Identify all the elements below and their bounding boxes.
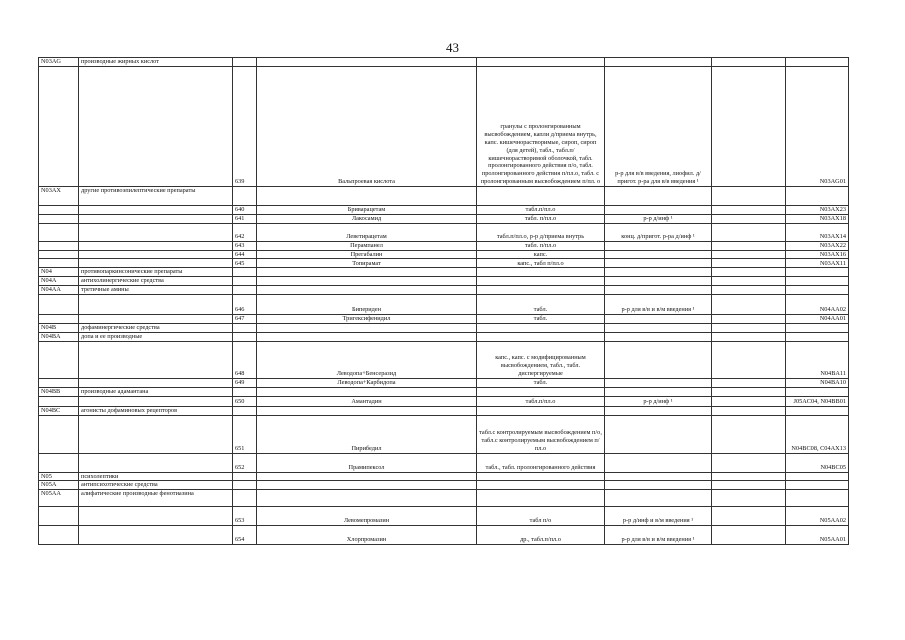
cell-blank xyxy=(712,396,786,406)
cell-atc: N04AA02 xyxy=(786,295,849,315)
cell-grp xyxy=(79,341,233,378)
group-row xyxy=(39,286,849,295)
cell-num: 641 xyxy=(233,214,257,223)
cell-name: Прегабалин xyxy=(257,250,477,259)
cell-grp xyxy=(79,241,233,250)
cell-name xyxy=(257,481,477,490)
cell-code xyxy=(39,415,79,453)
cell-name: Перампанел xyxy=(257,241,477,250)
drug-row xyxy=(39,214,849,223)
cell-grp xyxy=(79,250,233,259)
cell-blank xyxy=(712,214,786,223)
cell-num xyxy=(233,490,257,507)
cell-num xyxy=(233,332,257,341)
cell-form xyxy=(477,187,605,206)
cell-grp xyxy=(79,415,233,453)
cell-atc: N04AA01 xyxy=(786,315,849,324)
cell-form: табл.с контролируемым высвобождением п/о, табл.с контролируемым высвобождением п/пл.о xyxy=(477,415,605,453)
cell-code: N03AG xyxy=(39,58,79,67)
cell-code xyxy=(39,241,79,250)
cell-num xyxy=(233,323,257,332)
cell-code xyxy=(39,507,79,526)
cell-blank xyxy=(712,415,786,453)
cell-code: N05A xyxy=(39,481,79,490)
cell-grp xyxy=(79,378,233,387)
cell-form xyxy=(477,481,605,490)
cell-blank xyxy=(712,295,786,315)
cell-route xyxy=(605,241,712,250)
cell-atc: N03AX18 xyxy=(786,214,849,223)
cell-code xyxy=(39,259,79,268)
cell-num: 646 xyxy=(233,295,257,315)
cell-blank xyxy=(712,277,786,286)
cell-atc xyxy=(786,277,849,286)
group-row xyxy=(39,472,849,481)
table-body xyxy=(39,58,849,545)
cell-num: 654 xyxy=(233,526,257,545)
cell-form: табл.п/пл.о xyxy=(477,396,605,406)
cell-route: р-р д/инф и в/м введения ¹ xyxy=(605,507,712,526)
cell-blank xyxy=(712,268,786,277)
cell-blank xyxy=(712,453,786,472)
cell-grp xyxy=(79,214,233,223)
cell-grp: дофаминергические средства xyxy=(79,323,233,332)
cell-code: N04B xyxy=(39,323,79,332)
cell-blank xyxy=(712,526,786,545)
cell-form xyxy=(477,490,605,507)
cell-blank xyxy=(712,286,786,295)
cell-form: табл.п/пл.о, р-р д/приема внутрь xyxy=(477,223,605,241)
cell-route: р-р для в/в и в/м введения ¹ xyxy=(605,526,712,545)
cell-name xyxy=(257,187,477,206)
cell-form xyxy=(477,58,605,67)
cell-code: N04BA xyxy=(39,332,79,341)
cell-grp: антипсихотические средства xyxy=(79,481,233,490)
cell-route xyxy=(605,259,712,268)
cell-atc: N04BA11 xyxy=(786,341,849,378)
cell-grp xyxy=(79,206,233,215)
drug-row xyxy=(39,295,849,315)
drug-row xyxy=(39,396,849,406)
cell-blank xyxy=(712,472,786,481)
cell-form xyxy=(477,268,605,277)
cell-form: табл.п/пл.о xyxy=(477,206,605,215)
cell-route xyxy=(605,250,712,259)
cell-route xyxy=(605,490,712,507)
cell-grp xyxy=(79,507,233,526)
cell-grp: третичные амины xyxy=(79,286,233,295)
cell-num xyxy=(233,277,257,286)
cell-route: р-р д/инф ¹ xyxy=(605,396,712,406)
cell-route xyxy=(605,406,712,415)
cell-route xyxy=(605,415,712,453)
cell-atc xyxy=(786,286,849,295)
cell-form: табл. п/пл.о xyxy=(477,214,605,223)
cell-code xyxy=(39,250,79,259)
cell-code xyxy=(39,223,79,241)
cell-atc: N05AA02 xyxy=(786,507,849,526)
cell-grp: алифатические производные фенотиазина xyxy=(79,490,233,507)
cell-grp xyxy=(79,67,233,187)
cell-blank xyxy=(712,507,786,526)
cell-code xyxy=(39,295,79,315)
cell-num xyxy=(233,187,257,206)
drug-row xyxy=(39,341,849,378)
cell-num: 651 xyxy=(233,415,257,453)
cell-blank xyxy=(712,490,786,507)
cell-grp xyxy=(79,295,233,315)
drug-row xyxy=(39,250,849,259)
cell-blank xyxy=(712,206,786,215)
drug-row xyxy=(39,259,849,268)
cell-route: р-р д/инф ¹ xyxy=(605,214,712,223)
cell-num: 650 xyxy=(233,396,257,406)
cell-code xyxy=(39,67,79,187)
drug-row xyxy=(39,315,849,324)
drug-row xyxy=(39,378,849,387)
cell-atc xyxy=(786,481,849,490)
drug-row xyxy=(39,453,849,472)
cell-name: Леводопа+Карбидопа xyxy=(257,378,477,387)
cell-atc xyxy=(786,490,849,507)
cell-name: Тригексифенидил xyxy=(257,315,477,324)
cell-form xyxy=(477,323,605,332)
cell-blank xyxy=(712,406,786,415)
cell-route xyxy=(605,378,712,387)
cell-code: N05AA xyxy=(39,490,79,507)
cell-name: Леветирацетам xyxy=(257,223,477,241)
cell-blank xyxy=(712,187,786,206)
cell-name xyxy=(257,490,477,507)
group-row xyxy=(39,406,849,415)
cell-form: табл. xyxy=(477,315,605,324)
group-row xyxy=(39,187,849,206)
cell-atc: N03AX23 xyxy=(786,206,849,215)
cell-form xyxy=(477,387,605,396)
cell-code: N04AA xyxy=(39,286,79,295)
cell-atc: N04BC05 xyxy=(786,453,849,472)
cell-form: табл. xyxy=(477,295,605,315)
cell-route: конц. д/пригот. р-ра д/инф ¹ xyxy=(605,223,712,241)
cell-atc xyxy=(786,472,849,481)
cell-blank xyxy=(712,378,786,387)
cell-name: Топирамат xyxy=(257,259,477,268)
cell-grp: допа и ее производные xyxy=(79,332,233,341)
cell-num: 644 xyxy=(233,250,257,259)
drug-row xyxy=(39,67,849,187)
cell-code: N04BC xyxy=(39,406,79,415)
cell-num xyxy=(233,472,257,481)
cell-route xyxy=(605,341,712,378)
cell-blank xyxy=(712,341,786,378)
cell-num: 648 xyxy=(233,341,257,378)
cell-atc: N03AX22 xyxy=(786,241,849,250)
cell-num: 640 xyxy=(233,206,257,215)
cell-name: Амантадин xyxy=(257,396,477,406)
cell-name: Хлорпромазин xyxy=(257,526,477,545)
cell-grp: другие противоэпилептические препараты xyxy=(79,187,233,206)
cell-blank xyxy=(712,323,786,332)
cell-atc: N03AX16 xyxy=(786,250,849,259)
drug-row xyxy=(39,206,849,215)
cell-name: Пирибедил xyxy=(257,415,477,453)
cell-atc xyxy=(786,406,849,415)
cell-num xyxy=(233,387,257,396)
group-row xyxy=(39,268,849,277)
cell-num xyxy=(233,286,257,295)
cell-atc xyxy=(786,187,849,206)
cell-blank xyxy=(712,58,786,67)
cell-atc xyxy=(786,268,849,277)
cell-name xyxy=(257,387,477,396)
cell-name xyxy=(257,277,477,286)
cell-num: 653 xyxy=(233,507,257,526)
cell-route xyxy=(605,206,712,215)
group-row xyxy=(39,277,849,286)
cell-route xyxy=(605,387,712,396)
cell-atc: N03AX11 xyxy=(786,259,849,268)
cell-atc xyxy=(786,58,849,67)
cell-code: N04A xyxy=(39,277,79,286)
cell-num: 647 xyxy=(233,315,257,324)
cell-form xyxy=(477,277,605,286)
cell-form: гранулы с пролонгированным высвобождением, капли д/приема внутрь, капс. кишечнорастворимые, сироп, сироп (для детей), табл., табл.п/кишечнорастворимой оболочкой, табл. пролонгированного действия п/о, табл. пролонгированного действия п/пл.о, табл. с пролонгированным высвобождением п/пл. о xyxy=(477,67,605,187)
drug-row xyxy=(39,415,849,453)
cell-grp: антихолинергические средства xyxy=(79,277,233,286)
cell-name: Бриварацетам xyxy=(257,206,477,215)
cell-code xyxy=(39,206,79,215)
cell-blank xyxy=(712,67,786,187)
cell-num: 652 xyxy=(233,453,257,472)
cell-num: 643 xyxy=(233,241,257,250)
cell-grp xyxy=(79,315,233,324)
cell-num: 649 xyxy=(233,378,257,387)
cell-form: капс., капс. с модифицированным высвобождением, табл., табл. диспергируемые xyxy=(477,341,605,378)
cell-form: др., табл.п/пл.о xyxy=(477,526,605,545)
cell-num xyxy=(233,406,257,415)
cell-atc: N03AX14 xyxy=(786,223,849,241)
cell-form: табл., табл. пролонгированного действия xyxy=(477,453,605,472)
cell-grp: производные адамантана xyxy=(79,387,233,396)
group-row xyxy=(39,490,849,507)
cell-name: Лакосамид xyxy=(257,214,477,223)
cell-name xyxy=(257,406,477,415)
cell-blank xyxy=(712,332,786,341)
cell-atc: N04BC08, C04AX13 xyxy=(786,415,849,453)
group-row xyxy=(39,58,849,67)
cell-grp xyxy=(79,259,233,268)
cell-route: р-р для в/в и в/м введения ¹ xyxy=(605,295,712,315)
cell-code xyxy=(39,526,79,545)
cell-code xyxy=(39,453,79,472)
cell-atc xyxy=(786,332,849,341)
cell-atc: N04BA10 xyxy=(786,378,849,387)
cell-route xyxy=(605,332,712,341)
group-row xyxy=(39,332,849,341)
cell-grp xyxy=(79,526,233,545)
cell-form xyxy=(477,332,605,341)
drug-row xyxy=(39,241,849,250)
cell-route xyxy=(605,187,712,206)
cell-name: Вальпроевая кислота xyxy=(257,67,477,187)
cell-blank xyxy=(712,241,786,250)
cell-grp: производные жирных кислот xyxy=(79,58,233,67)
group-row xyxy=(39,323,849,332)
cell-atc: J05AC04, N04BB01 xyxy=(786,396,849,406)
cell-route xyxy=(605,268,712,277)
cell-form xyxy=(477,472,605,481)
cell-route xyxy=(605,58,712,67)
cell-form: капс., табл п/пл.о xyxy=(477,259,605,268)
cell-name: Леводопа+Бенсеразид xyxy=(257,341,477,378)
cell-blank xyxy=(712,315,786,324)
cell-name xyxy=(257,58,477,67)
cell-route xyxy=(605,286,712,295)
cell-blank xyxy=(712,387,786,396)
cell-form xyxy=(477,286,605,295)
cell-num xyxy=(233,268,257,277)
cell-route xyxy=(605,453,712,472)
cell-atc xyxy=(786,387,849,396)
cell-route xyxy=(605,277,712,286)
cell-blank xyxy=(712,223,786,241)
cell-name xyxy=(257,268,477,277)
cell-code: N05 xyxy=(39,472,79,481)
cell-grp: агонисты дофаминовых рецепторов xyxy=(79,406,233,415)
cell-code xyxy=(39,214,79,223)
cell-name xyxy=(257,472,477,481)
cell-name: Бипериден xyxy=(257,295,477,315)
cell-grp xyxy=(79,396,233,406)
cell-num: 642 xyxy=(233,223,257,241)
group-row xyxy=(39,481,849,490)
cell-num: 639 xyxy=(233,67,257,187)
drug-row xyxy=(39,507,849,526)
cell-code xyxy=(39,315,79,324)
cell-grp: психолептики xyxy=(79,472,233,481)
cell-name: Левомепромазин xyxy=(257,507,477,526)
cell-code: N04BB xyxy=(39,387,79,396)
cell-code xyxy=(39,341,79,378)
group-row xyxy=(39,387,849,396)
cell-num xyxy=(233,481,257,490)
cell-code: N04 xyxy=(39,268,79,277)
cell-num xyxy=(233,58,257,67)
cell-route: р-р для в/в введения, лиофил. д/пригот. р-ра для в/в введения ¹ xyxy=(605,67,712,187)
cell-atc xyxy=(786,323,849,332)
drug-registry-table xyxy=(38,57,849,545)
cell-name xyxy=(257,286,477,295)
drug-row xyxy=(39,526,849,545)
cell-code xyxy=(39,378,79,387)
cell-grp: противопаркинсонические препараты xyxy=(79,268,233,277)
cell-atc: N03AG01 xyxy=(786,67,849,187)
cell-route xyxy=(605,472,712,481)
cell-grp xyxy=(79,453,233,472)
cell-num: 645 xyxy=(233,259,257,268)
cell-form: капс. xyxy=(477,250,605,259)
drug-row xyxy=(39,223,849,241)
cell-blank xyxy=(712,250,786,259)
cell-blank xyxy=(712,259,786,268)
cell-name: Прамипексол xyxy=(257,453,477,472)
cell-code xyxy=(39,396,79,406)
page-number: 43 xyxy=(446,40,459,55)
cell-atc: N05AA01 xyxy=(786,526,849,545)
cell-route xyxy=(605,315,712,324)
cell-form: табл. п/пл.о xyxy=(477,241,605,250)
cell-form: табл п/о xyxy=(477,507,605,526)
cell-form: табл. xyxy=(477,378,605,387)
cell-form xyxy=(477,406,605,415)
cell-route xyxy=(605,323,712,332)
cell-route xyxy=(605,481,712,490)
cell-blank xyxy=(712,481,786,490)
cell-name xyxy=(257,323,477,332)
cell-code: N03AX xyxy=(39,187,79,206)
cell-name xyxy=(257,332,477,341)
cell-grp xyxy=(79,223,233,241)
